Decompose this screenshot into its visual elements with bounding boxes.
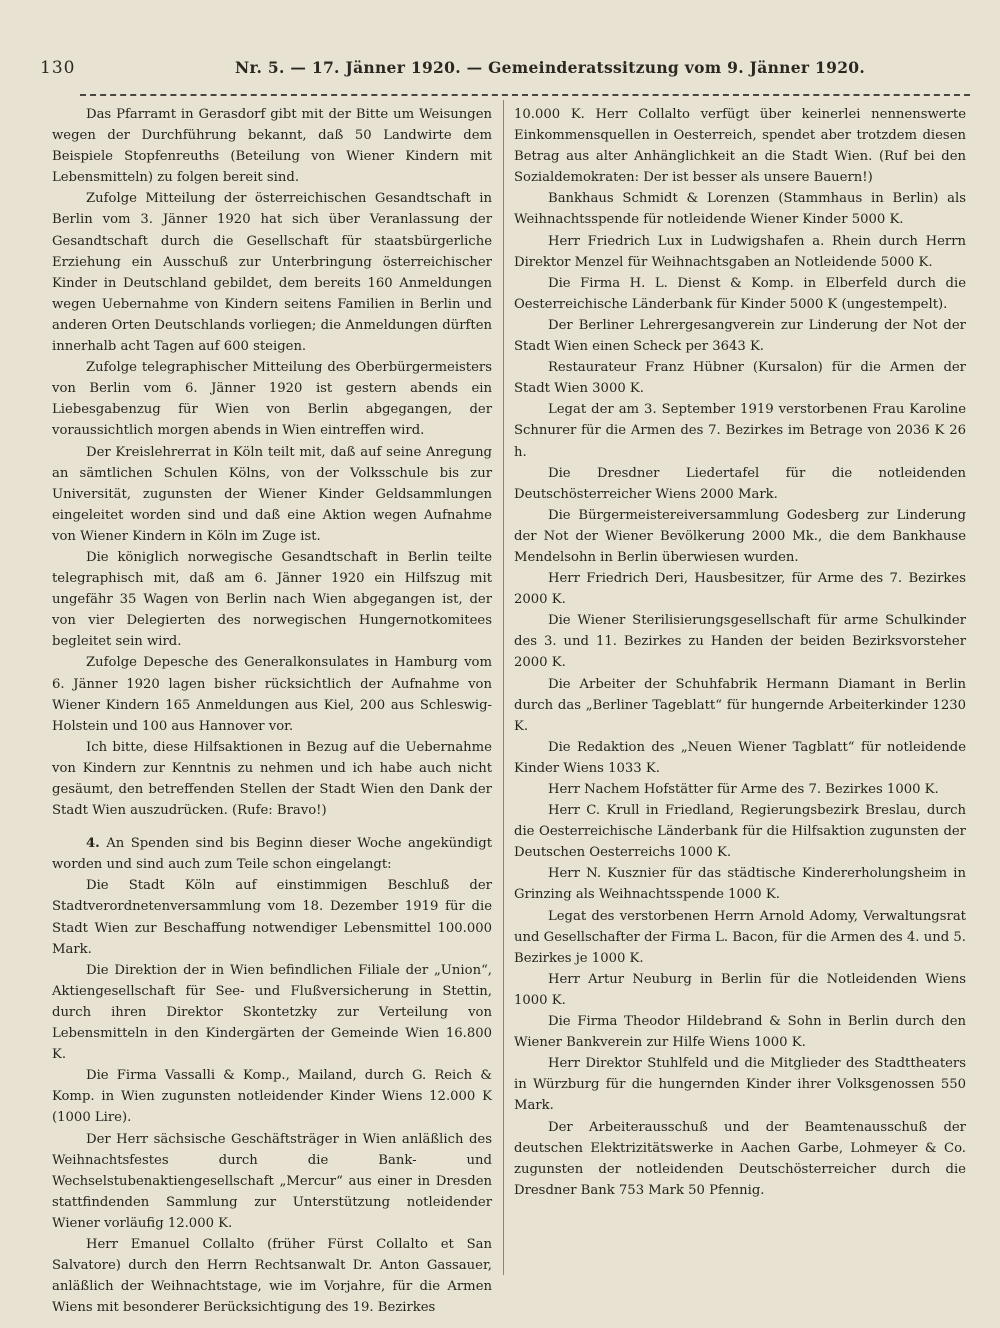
- donation-item: Bankhaus Schmidt & Lorenzen (Stammhaus in Berlin) als Weihnachtsspende für notleidende Wiener Kinder 5000 K.: [514, 191, 966, 228]
- donation-item: Herr Nachem Hofstätter für Arme des 7. Bezirkes 1000 K.: [548, 782, 939, 797]
- continued-paragraph: 10.000 K. Herr Collalto verfügt über keinerlei nennenswerte Einkommensquellen in Oesterreich, spendet aber trotzdem diesen Betrag aus alter Anhänglichkeit an die Stadt Wien. (Ruf bei den Sozialdemokraten: Der ist besser als unsere Bauern!): [514, 107, 966, 186]
- page-header: [40, 58, 970, 84]
- donation-item: Die Redaktion des „Neuen Wiener Tagblatt“ für notleidende Kinder Wiens 1033 K.: [514, 739, 966, 776]
- donation-item: Die Firma H. L. Dienst & Komp. in Elberfeld durch die Oesterreichische Länderbank für Kinder 5000 K (ungestempelt).: [514, 275, 966, 312]
- donation-item: Herr N. Kusznier für das städtische Kindererholungsheim in Grinzing als Weihnachtsspende 1000 K.: [514, 866, 966, 903]
- running-head: Nr. 5. — 17. Jänner 1920. — Gemeinderatssitzung vom 9. Jänner 1920.: [235, 58, 866, 77]
- right-column: [514, 104, 966, 1201]
- donation-item: Die Arbeiter der Schuhfabrik Hermann Diamant in Berlin durch das „Berliner Tageblatt“ für hungernde Arbeiterkinder 1230 K.: [514, 676, 966, 734]
- section-number: 4.: [86, 836, 100, 852]
- donation-item: Herr Emanuel Collalto (früher Fürst Collalto et San Salvatore) durch den Herrn Rechtsanwalt Dr. Anton Gassauer, anläßlich der Weihnachtstage, wie im Vorjahre, für die Armen Wiens mit besonderer Berücksichtigung des 19. Bezirkes: [52, 1236, 492, 1316]
- donation-item: Herr C. Krull in Friedland, Regierungsbezirk Breslau, durch die Oesterreichische Länderbank für die Hilfsaktion zugunsten der Deutschen Oesterreichs 1000 K.: [514, 803, 966, 861]
- paragraph: Zufolge Depesche des Generalkonsulates in Hamburg vom 6. Jänner 1920 lagen bisher rücksichtlich der Aufnahme von Wiener Kindern 165 Anmeldungen aus Kiel, 200 aus Schleswig-Holstein und 100 aus Hannover vor.: [52, 655, 492, 734]
- donation-item: Die Stadt Köln auf einstimmigen Beschluß der Stadtverordnetenversammlung vom 18. Dezember 1919 für die Stadt Wien zur Beschaffung notwendiger Lebensmittel 100.000 Mark.: [52, 878, 492, 957]
- donation-item: Die Bürgermeistereiversammlung Godesberg zur Linderung der Not der Wiener Bevölkerung 2000 Mk., die dem Bankhause Mendelsohn in Berlin überwiesen wurden.: [514, 507, 966, 565]
- donation-item: Die Dresdner Liedertafel für die notleidenden Deutschösterreicher Wiens 2000 Mark.: [514, 465, 966, 502]
- column-divider: [503, 100, 504, 1275]
- donation-item: Restaurateur Franz Hübner (Kursalon) für die Armen der Stadt Wien 3000 K.: [514, 360, 966, 397]
- paragraph: Ich bitte, diese Hilfsaktionen in Bezug auf die Uebernahme von Kindern zur Kenntnis zu nehmen und ich habe auch nicht gesäumt, den betreffenden Stellen der Stadt Wien den Dank der Stadt Wien auszudrücken. (Rufe: Bravo!): [52, 739, 492, 819]
- paragraph: Zufolge Mitteilung der österreichischen Gesandtschaft in Berlin vom 3. Jänner 1920 hat sich über Veranlassung der Gesandtschaft durch die Gesellschaft für staatsbürgerliche Erziehung ein Ausschuß zur Unterbringung österreichischer Kinder in Deutschland gebildet, dem bereits 160 Anmeldungen wegen Uebernahme von Kindern seitens Familien in Berlin und anderen Orten Deutschlands vorliegen; die Anmeldungen dürften innerhalb acht Tagen auf 600 steigen.: [52, 191, 492, 355]
- section-intro: [52, 833, 492, 875]
- donation-item: Legat des verstorbenen Herrn Arnold Adomy, Verwaltungsrat und Gesellschafter der Firma L. Bacon, für die Armen des 4. und 5. Bezirkes je 1000 K.: [514, 908, 966, 966]
- page-number: 130: [40, 58, 76, 78]
- donation-item: Die Firma Theodor Hildebrand & Sohn in Berlin durch den Wiener Bankverein zur Hilfe Wiens 1000 K.: [514, 1014, 966, 1051]
- left-column: [52, 104, 492, 1318]
- donation-item: Herr Artur Neuburg in Berlin für die Notleidenden Wiens 1000 K.: [514, 971, 966, 1008]
- donation-item: Der Arbeiterausschuß und der Beamtenausschuß der deutschen Elektrizitätswerke in Aachen Garbe, Lohmeyer & Co. zugunsten der notleidenden Deutschösterreicher durch die Dresdner Bank 753 Mark 50 Pfennig.: [514, 1119, 966, 1198]
- donation-item: Herr Friedrich Lux in Ludwigshafen a. Rhein durch Herrn Direktor Menzel für Weihnachtsgaben an Notleidende 5000 K.: [514, 233, 966, 270]
- donation-item: Herr Friedrich Deri, Hausbesitzer, für Arme des 7. Bezirkes 2000 K.: [514, 571, 966, 608]
- donation-item: Die Direktion der in Wien befindlichen Filiale der „Union“, Aktiengesellschaft für See- und Flußversicherung in Stettin, durch ihren Direktor Skontetzky zur Verteilung von Lebensmitteln in den Kindergärten der Gemeinde Wien 16.800 K.: [52, 962, 492, 1063]
- section-intro-text: An Spenden sind bis Beginn dieser Woche angekündigt worden und sind auch zum Teile schon eingelangt:: [52, 836, 492, 873]
- paragraph: Der Kreislehrerrat in Köln teilt mit, daß auf seine Anregung an sämtlichen Schulen Kölns, von der Volksschule bis zur Universität, zugunsten der Wiener Kinder Geldsammlungen eingeleitet worden sind und daß eine Aktion wegen Aufnahme von Wiener Kindern in Köln im Zuge ist.: [52, 444, 492, 544]
- donation-item: Legat der am 3. September 1919 verstorbenen Frau Karoline Schnurer für die Armen des 7. Bezirkes im Betrage von 2036 K 26 h.: [514, 402, 966, 460]
- header-rule: [80, 94, 970, 96]
- donation-item: Die Wiener Sterilisierungsgesellschaft für arme Schulkinder des 3. und 11. Bezirkes zu Handen der beiden Bezirksvorsteher 2000 K.: [514, 613, 966, 671]
- donation-item: Die Firma Vassalli & Komp., Mailand, durch G. Reich & Komp. in Wien zugunsten notleidender Kinder Wiens 12.000 K (1000 Lire).: [52, 1068, 492, 1126]
- paragraph: Zufolge telegraphischer Mitteilung des Oberbürgermeisters von Berlin vom 6. Jänner 1920 ist gestern abends ein Liebesgabenzug für Wien von Berlin abgegangen, der voraussichtlich morgen abends in Wien eintreffen wird.: [52, 360, 492, 439]
- paragraph: Das Pfarramt in Gerasdorf gibt mit der Bitte um Weisungen wegen der Durchführung bekannt, daß 50 Landwirte dem Beispiele Stopfenreuths (Beteilung von Wiener Kindern mit Lebensmitteln) zu folgen bereit sind.: [52, 107, 492, 186]
- paragraph: Die königlich norwegische Gesandtschaft in Berlin teilte telegraphisch mit, daß am 6. Jänner 1920 ein Hilfszug mit ungefähr 35 Wagen von Berlin nach Wien abgegangen ist, der von vier Delegierten des norwegischen Hungernotkomitees begleitet sein wird.: [52, 549, 492, 650]
- donation-item: Der Herr sächsische Geschäftsträger in Wien anläßlich des Weihnachtsfestes durch die Bank- und Wechselstubenaktiengesellschaft „Mercur“ aus einer in Dresden stattfindenden Sammlung zur Unterstützung notleidender Wiener vorläufig 12.000 K.: [52, 1131, 492, 1231]
- donation-item: Herr Direktor Stuhlfeld und die Mitglieder des Stadttheaters in Würzburg für die hungernden Kinder ihrer Volksgenossen 550 Mark.: [514, 1056, 966, 1114]
- donation-item: Der Berliner Lehrergesangverein zur Linderung der Not der Stadt Wien einen Scheck per 3643 K.: [514, 317, 966, 355]
